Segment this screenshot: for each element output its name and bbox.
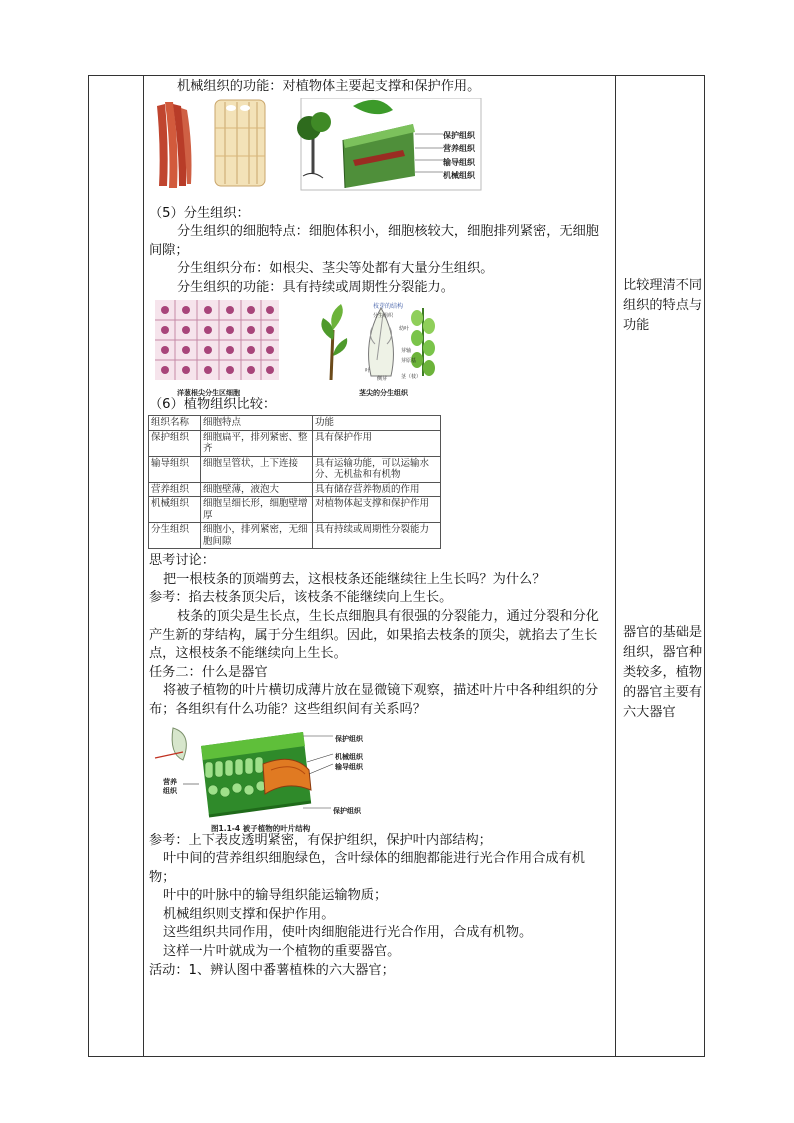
ref-1: 参考：上下表皮透明紧密，有保护组织，保护叶内部结构； xyxy=(149,832,492,848)
bud-label: 分生组织 xyxy=(373,312,394,319)
fig3-label: 输导组织 xyxy=(335,762,363,771)
discuss-answer-1: 参考：掐去枝条顶尖后，该枝条不能继续向上生长。 xyxy=(149,590,453,606)
fiber-cells-image xyxy=(157,102,192,188)
table-cell: 细胞小，排列紧密，无细胞间隙 xyxy=(201,523,313,549)
bud-label: 芽原基 xyxy=(401,357,417,364)
task2-paragraph: 将被子植物的叶片横切成薄片放在显微镜下观察，描述叶片中各种组织的分布；各组织有什么功能？这些组织间有关系吗？ xyxy=(149,683,599,717)
discuss-question: 把一根枝条的顶端剪去，这根枝条还能继续往上生长吗？为什么？ xyxy=(163,571,546,587)
table-header-cell: 功能 xyxy=(313,416,441,431)
mech-function: 机械组织的功能：对植物体主要起支撑和保护作用。 xyxy=(177,79,481,94)
discuss-title: 思考讨论： xyxy=(149,553,215,569)
mechanical-tissue-image xyxy=(153,98,493,192)
bud-label: 幼叶 xyxy=(399,325,410,332)
side-note-2: 器官的基础是组织，器官种类较多，植物的器官主要有六大器官 xyxy=(623,625,703,720)
table-cell: 分生组织 xyxy=(149,523,201,549)
bud-label-title: 枝芽的结构 xyxy=(373,302,404,310)
fig2-caption-onion: 洋葱根尖分生区细胞 xyxy=(177,388,240,397)
tissue-figure-1 xyxy=(149,97,611,193)
table-cell: 具有保护作用 xyxy=(313,430,441,456)
s5-p1: 分生组织的细胞特点：细胞体积小，细胞核较大，细胞排列紧密，无细胞间隙； xyxy=(149,224,599,258)
table-cell: 具有持续或周期性分裂能力 xyxy=(313,523,441,549)
table-cell: 具有储存营养物质的作用 xyxy=(313,482,441,497)
activity: 活动：1、辨认图中番薯植株的六大器官； xyxy=(149,962,395,978)
table-row xyxy=(149,523,441,549)
table-header-cell: 组织名称 xyxy=(149,416,201,431)
content-column xyxy=(149,76,611,980)
task2-title: 任务二：什么是器官 xyxy=(149,664,268,680)
ref-3: 叶中的叶脉中的输导组织能运输物质； xyxy=(163,888,388,904)
table-cell: 细胞呈管状，上下连接 xyxy=(201,456,313,482)
bud-label: 芽轴 xyxy=(401,347,412,354)
bud-label: 叶 xyxy=(365,367,371,374)
table-row xyxy=(149,456,441,482)
table-cell: 具有运输功能，可以运输水分、无机盐和有机物 xyxy=(313,456,441,482)
table-cell: 保护组织 xyxy=(149,430,201,456)
wood-cells-image xyxy=(215,100,265,186)
fig3-caption: 图1.1-4 被子植物的叶片结构 xyxy=(211,823,311,833)
fig3-label: 机械组织 xyxy=(335,752,363,761)
fig3-label: 营养组织 xyxy=(163,777,177,795)
table-cell: 机械组织 xyxy=(149,497,201,523)
ref-6: 这样一片叶就成为一个植物的重要器官。 xyxy=(163,944,401,960)
ref-4: 机械组织则支撑和保护作用。 xyxy=(163,906,335,922)
column-divider xyxy=(143,76,144,1056)
fig3-label: 保护组织 xyxy=(333,806,361,815)
s5-p2: 分生组织分布：如根尖、茎尖等处都有大量分生组织。 xyxy=(177,261,494,277)
fig1-labels: 保护组织 营养组织 输导组织 机械组织 xyxy=(443,130,475,181)
s5-p3: 分生组织的功能：具有持续或周期性分裂能力。 xyxy=(177,279,454,295)
table-row xyxy=(149,430,441,456)
column-divider xyxy=(615,76,616,1056)
table-cell: 细胞壁薄，液泡大 xyxy=(201,482,313,497)
discuss-answer-2: 枝条的顶尖是生长点，生长点细胞具有很强的分裂能力，通过分裂和分化产生新的芽结构，属于分生组织。因此，如果掐去枝条的顶尖，就掐去了生长点，这根枝条不能继续向上生长。 xyxy=(149,608,599,662)
table-cell: 输导组织 xyxy=(149,456,201,482)
table-cell: 细胞扁平，排列紧密、整齐 xyxy=(201,430,313,456)
s6-title: （6）植物组织比较： xyxy=(149,396,277,412)
bud-label: 侧芽 xyxy=(377,375,388,382)
table-cell: 细胞呈细长形，细胞壁增厚 xyxy=(201,497,313,523)
table-cell: 营养组织 xyxy=(149,482,201,497)
lesson-table xyxy=(88,75,705,1057)
leaf-structure-figure xyxy=(149,720,611,832)
onion-root-cells-image xyxy=(155,300,285,382)
meristem-figure xyxy=(149,298,611,396)
ref-2: 叶中间的营养组织细胞绿色，含叶绿体的细胞都能进行光合作用合成有机物； xyxy=(149,851,585,885)
bud-label: 茎（枝） xyxy=(401,373,422,380)
table-row xyxy=(149,482,441,497)
tissue-comparison-table xyxy=(148,415,441,549)
table-header-cell: 细胞特点 xyxy=(201,416,313,431)
fig2-caption-stem: 茎尖的分生组织 xyxy=(359,388,408,397)
fig3-label: 保护组织 xyxy=(335,734,363,743)
ref-5: 这些组织共同作用，使叶肉细胞能进行光合作用，合成有机物。 xyxy=(163,925,533,941)
s5-title: （5）分生组织： xyxy=(149,205,250,221)
table-header-row xyxy=(149,416,441,431)
side-note-1: 比较理清不同组织的特点与功能 xyxy=(623,278,703,333)
table-cell: 对植物体起支撑和保护作用 xyxy=(313,497,441,523)
table-row xyxy=(149,497,441,523)
